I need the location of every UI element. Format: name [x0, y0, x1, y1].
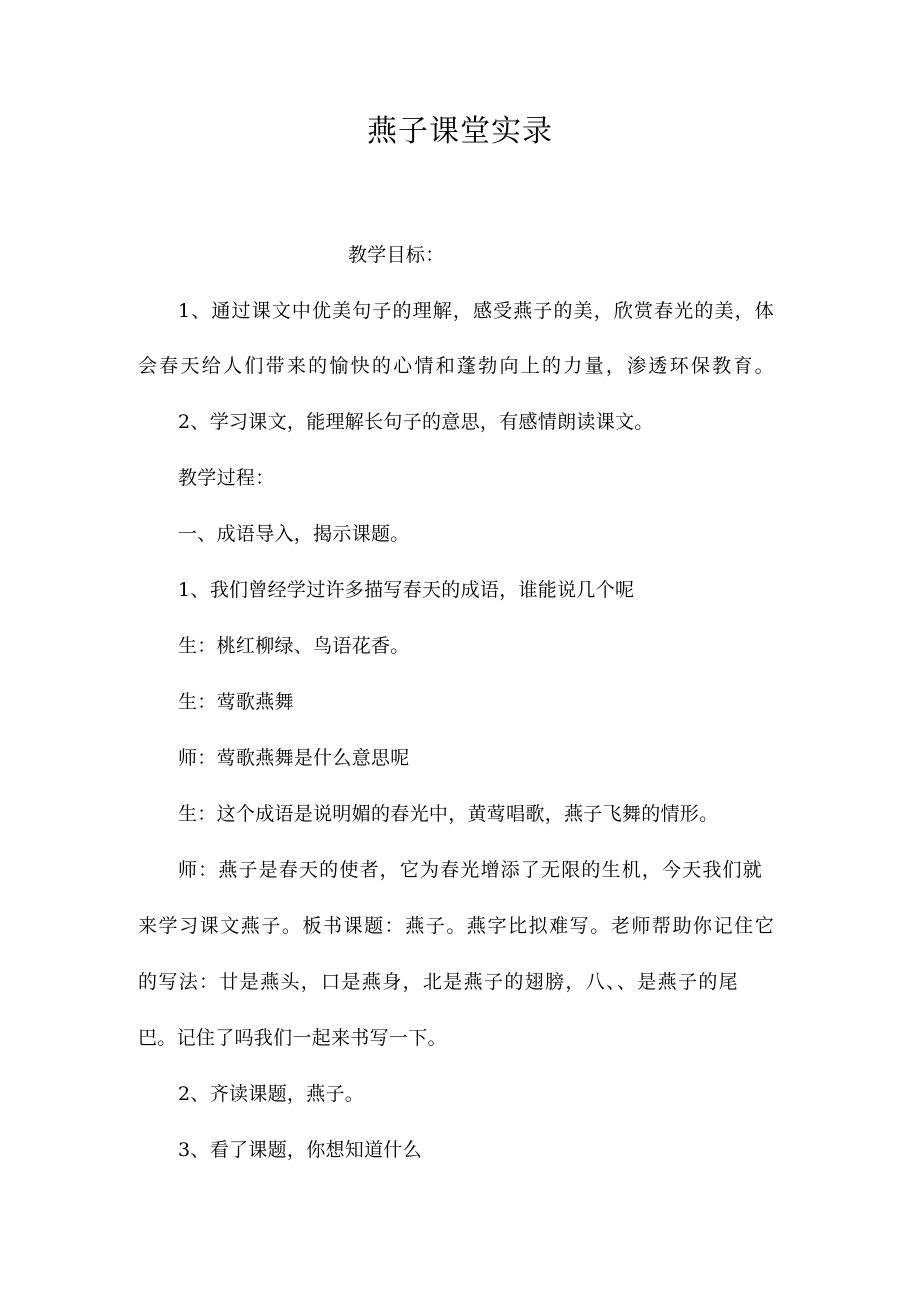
paragraph-line: 2、齐读课题，燕子。: [178, 1083, 365, 1105]
paragraph-line: 会春天给人们带来的愉快的心情和蓬勃向上的力量，渗透环保教育。: [138, 355, 774, 377]
paragraph-line: 生：莺歌燕舞: [178, 691, 294, 713]
paragraph-line: 一、成语导入，揭示课题。: [178, 523, 410, 545]
paragraph-line: 生：这个成语是说明媚的春光中，黄莺唱歌，燕子飞舞的情形。: [178, 803, 719, 825]
section-heading-process: 教学过程：: [178, 467, 275, 489]
paragraph-line: 2、学习课文，能理解长句子的意思，有感情朗读课文。: [178, 411, 654, 433]
paragraph-line: 巴。记住了吗我们一起来书写一下。: [138, 1027, 447, 1049]
paragraph-line: 来学习课文燕子。板书课题：燕子。燕字比拟难写。老师帮助你记住它: [138, 915, 774, 937]
paragraph-line: 3、看了课题，你想知道什么: [178, 1139, 422, 1161]
paragraph-line: 师：燕子是春天的使者，它为春光增添了无限的生机，今天我们就: [178, 859, 762, 881]
paragraph-line: 生：桃红柳绿、鸟语花香。: [178, 635, 410, 657]
paragraph-line: 师：莺歌燕舞是什么意思呢: [178, 747, 410, 769]
paragraph-line: 1、通过课文中优美句子的理解，感受燕子的美，欣赏春光的美，体: [178, 300, 774, 322]
section-heading-objectives: 教学目标：: [348, 244, 445, 266]
document-title: 燕子课堂实录: [367, 114, 553, 149]
paragraph-line: 的写法：廿是燕头，口是燕身，北是燕子的翅膀，八、、是燕子的尾: [138, 971, 738, 993]
paragraph-line: 1、我们曾经学过许多描写春天的成语，谁能说几个呢: [178, 579, 635, 601]
